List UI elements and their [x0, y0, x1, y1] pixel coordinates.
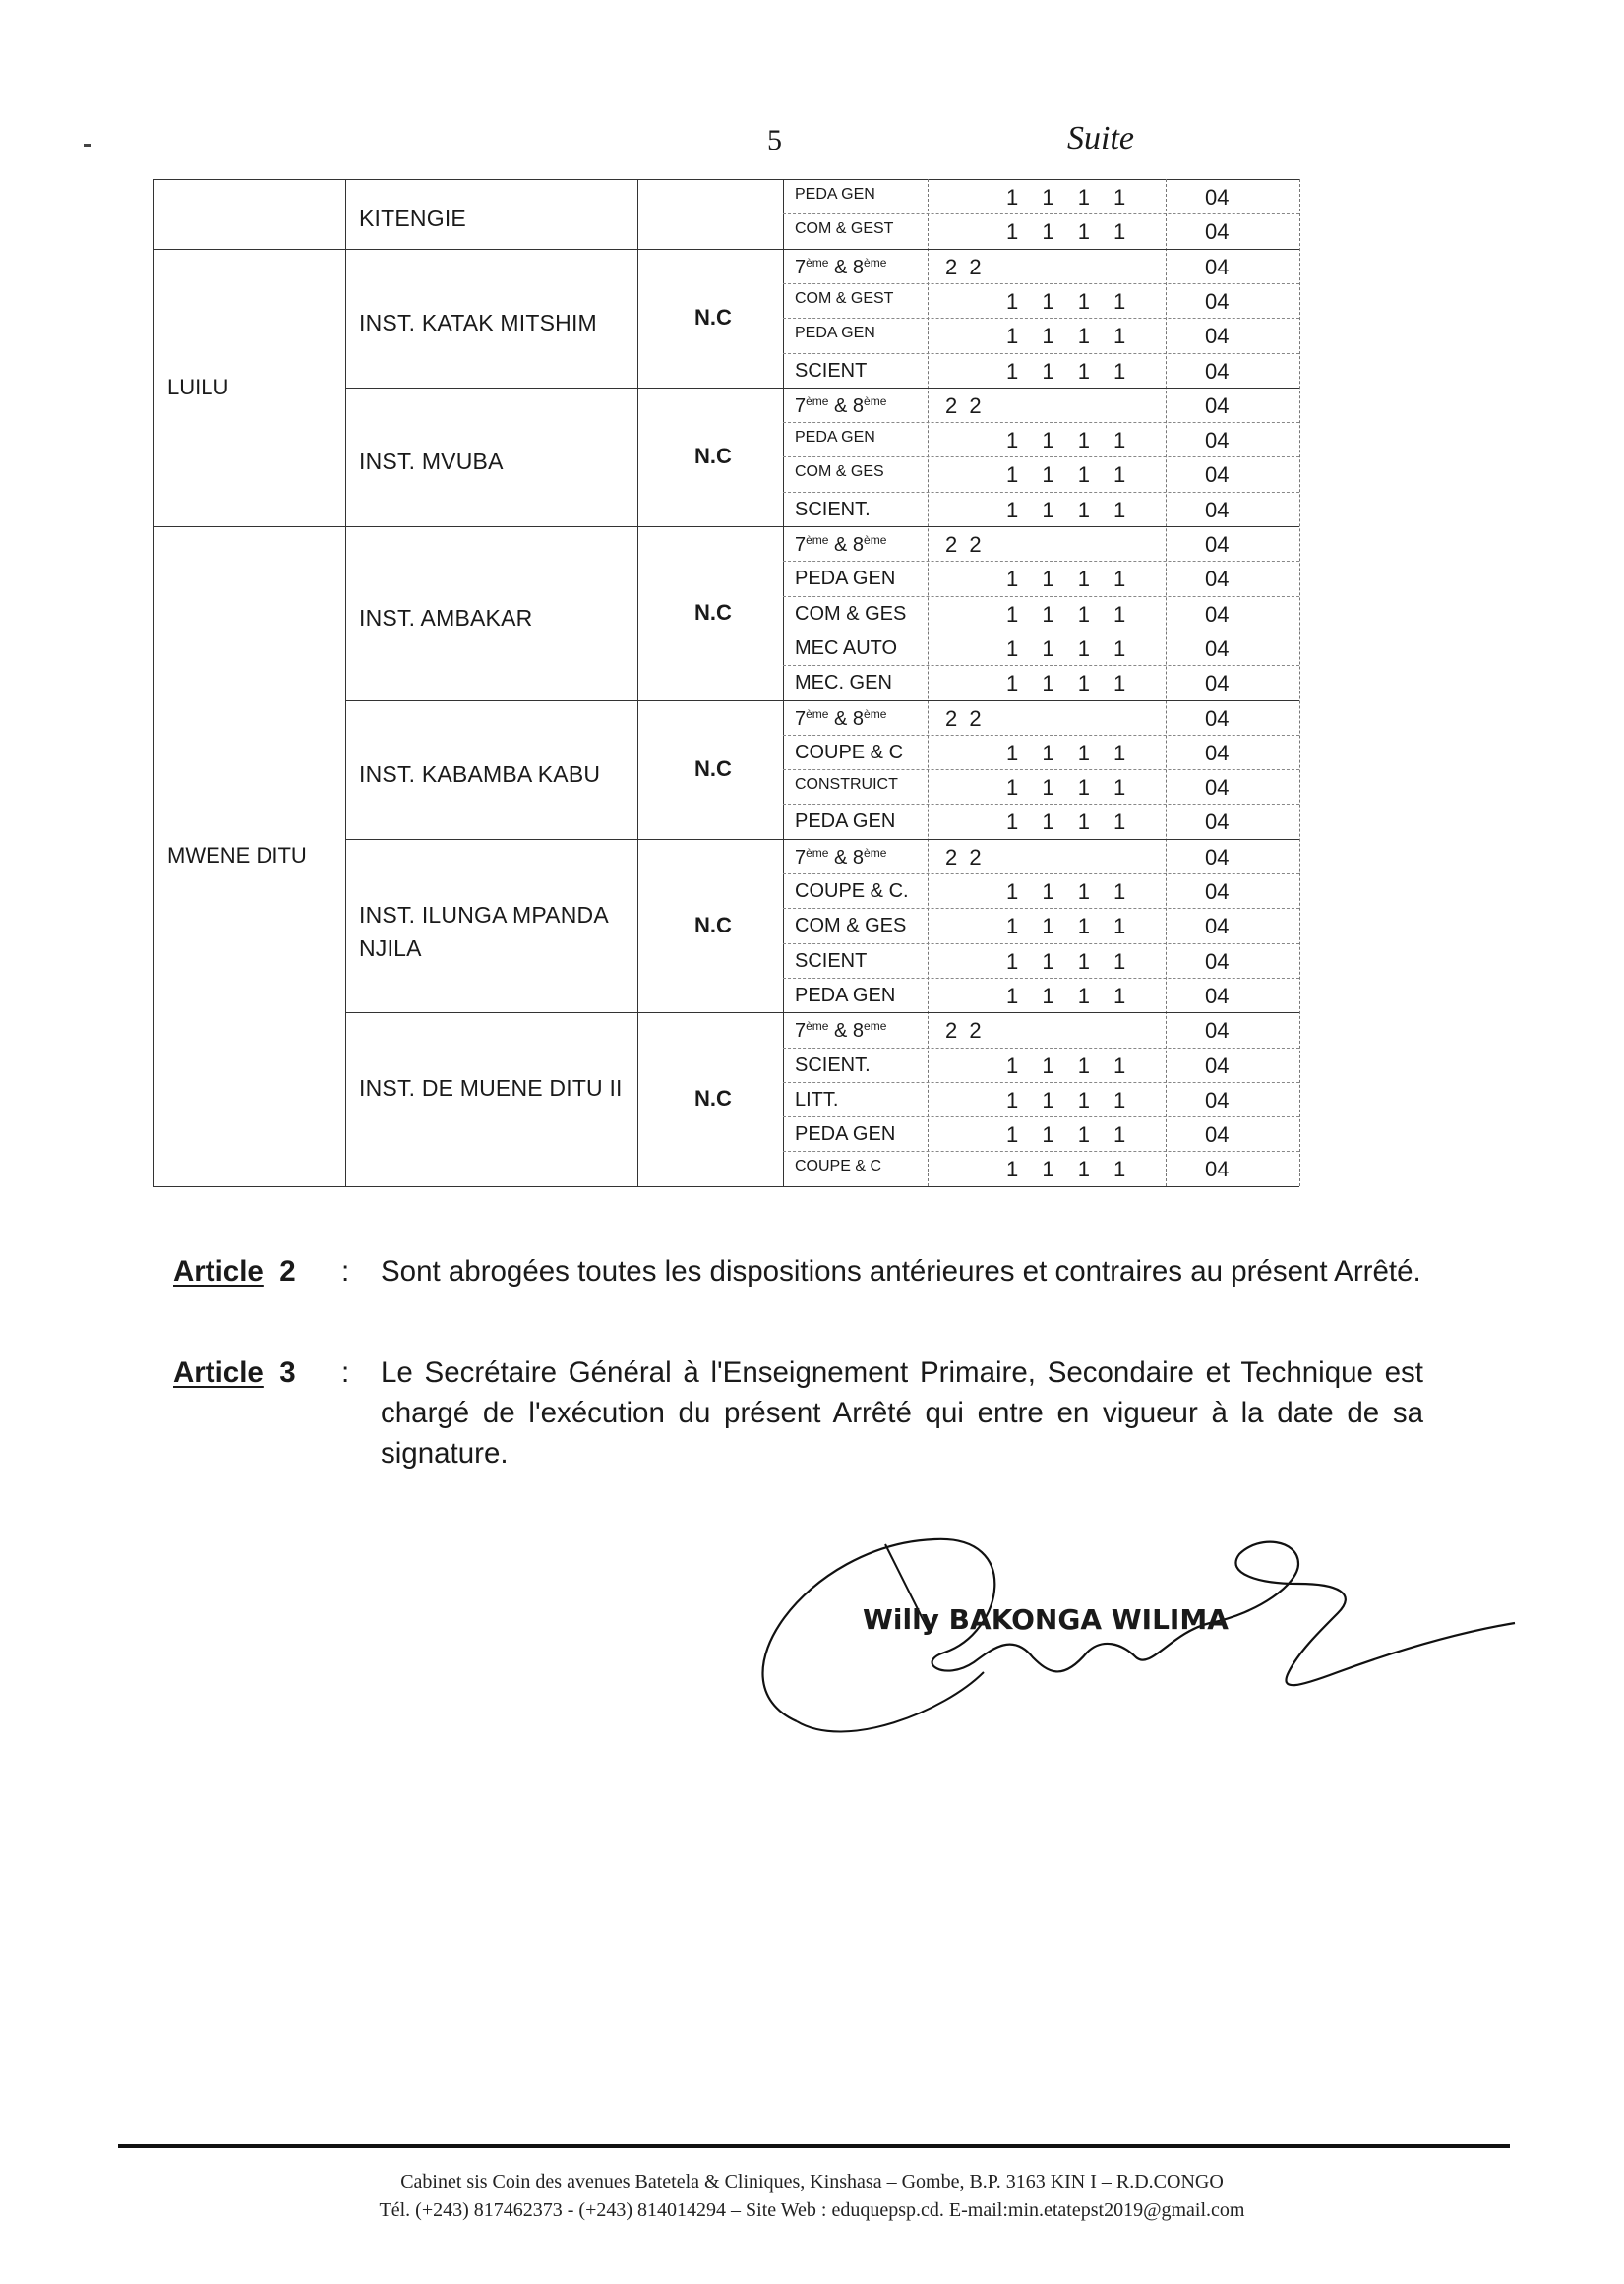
row-rule — [783, 561, 1299, 562]
total-count: 04 — [1205, 497, 1230, 522]
option-label: COM & GEST — [795, 220, 894, 238]
ordinal-number: & 8 — [828, 394, 865, 417]
option-label: SCIENT — [795, 949, 868, 972]
row-rule — [783, 873, 1299, 874]
option-label — [795, 534, 886, 555]
rule-school — [345, 179, 346, 1186]
class-counts: 1 1 1 1 — [1006, 219, 1126, 245]
rule-district — [153, 179, 154, 1186]
total-count: 04 — [1205, 775, 1230, 801]
continuation-note: Suite — [1067, 120, 1134, 156]
ordinal-number: & 8 — [828, 1020, 865, 1043]
class-counts: 1 1 1 1 — [1006, 635, 1126, 661]
class-counts: 1 1 1 1 — [1006, 324, 1126, 349]
ordinal-suffix: ème — [864, 706, 887, 721]
class-counts: 1 1 1 1 — [1006, 671, 1126, 696]
rule-classes — [928, 179, 929, 1186]
class-counts: 1 1 1 1 — [1006, 462, 1126, 488]
total-count: 04 — [1205, 914, 1230, 939]
option-label: PEDA GEN — [795, 811, 896, 833]
row-rule — [783, 596, 1299, 597]
class-counts: 1 1 1 1 — [1006, 428, 1126, 453]
school-rule — [345, 388, 1299, 389]
ordinal-number: 7 — [795, 534, 807, 556]
footer-address: Cabinet sis Coin des avenues Batetela & Cliniques, Kinshasa – Gombe, B.P. 3163 KIN I – R.D.CONGO — [400, 2171, 1224, 2193]
ordinal-suffix: ème — [864, 533, 887, 547]
total-count: 04 — [1205, 392, 1230, 418]
ordinal-number: 7 — [795, 707, 807, 730]
option-label: SCIENT. — [795, 498, 871, 520]
class-counts: 1 1 1 1 — [1006, 497, 1126, 522]
option-label: COM & GES — [795, 463, 884, 481]
ordinal-number: & 8 — [828, 707, 865, 730]
total-count: 04 — [1205, 324, 1230, 349]
total-count: 04 — [1205, 462, 1230, 488]
row-rule — [783, 735, 1299, 736]
article-2-label: Article 2 — [173, 1255, 296, 1288]
class-counts: 2 2 — [945, 532, 982, 557]
option-label — [795, 257, 886, 277]
option-label: COUPE & C — [795, 741, 904, 763]
option-label: COUPE & C. — [795, 880, 909, 902]
total-count: 04 — [1205, 671, 1230, 696]
total-count: 04 — [1205, 948, 1230, 974]
row-rule — [783, 318, 1299, 319]
option-label: LITT. — [795, 1088, 839, 1111]
total-count: 04 — [1205, 1122, 1230, 1148]
status-code: N.C — [694, 600, 732, 626]
class-counts: 1 1 1 1 — [1006, 810, 1126, 835]
school-name: INST. KATAK MITSHIM — [359, 310, 597, 336]
option-label: PEDA GEN — [795, 1123, 896, 1146]
total-count: 04 — [1205, 879, 1230, 904]
option-label: PEDA GEN — [795, 325, 875, 342]
row-rule — [783, 908, 1299, 909]
status-code: N.C — [694, 305, 732, 331]
class-counts: 1 1 1 1 — [1006, 185, 1126, 210]
rule-right — [1299, 179, 1300, 1186]
article-3-text: Le Secrétaire Général à l'Enseignement Primaire, Secondaire et Technique est chargé de l'exécution du présent Arrêté qui entre en vigueur à la date de sa signature. — [381, 1356, 1423, 1470]
row-rule — [783, 492, 1299, 493]
status-code: N.C — [694, 912, 732, 937]
option-label: MEC AUTO — [795, 636, 898, 659]
handwritten-signature — [748, 1525, 1534, 1761]
option-label: COM & GES — [795, 915, 907, 937]
total-count: 04 — [1205, 1157, 1230, 1182]
row-rule — [783, 213, 1299, 214]
option-label: COM & GES — [795, 602, 907, 625]
page-number: 5 — [767, 124, 782, 156]
total-count: 04 — [1205, 983, 1230, 1008]
option-label — [795, 395, 886, 416]
class-counts: 2 2 — [945, 392, 982, 418]
option-label: COUPE & C — [795, 1158, 882, 1175]
status-code: N.C — [694, 444, 732, 469]
ordinal-suffix: ème — [806, 393, 829, 408]
total-count: 04 — [1205, 705, 1230, 731]
school-name: INST. KABAMBA KABU — [359, 761, 601, 788]
class-counts: 2 2 — [945, 1018, 982, 1044]
total-count: 04 — [1205, 428, 1230, 453]
ordinal-number: 7 — [795, 394, 807, 417]
class-counts: 2 2 — [945, 254, 982, 279]
class-counts: 1 1 1 1 — [1006, 948, 1126, 974]
school-rule — [345, 839, 1299, 840]
ordinal-number: 7 — [795, 1020, 807, 1043]
option-label: MEC. GEN — [795, 672, 892, 694]
class-counts: 1 1 1 1 — [1006, 983, 1126, 1008]
status-code: N.C — [694, 1086, 732, 1112]
class-counts: 1 1 1 1 — [1006, 358, 1126, 384]
school-name: KITENGIE — [359, 206, 466, 232]
class-counts: 1 1 1 1 — [1006, 740, 1126, 765]
class-counts: 1 1 1 1 — [1006, 601, 1126, 627]
table-bottom-rule — [153, 1186, 1299, 1187]
ordinal-number: & 8 — [828, 846, 865, 869]
total-count: 04 — [1205, 1087, 1230, 1112]
school-rule — [345, 700, 1299, 701]
rule-total — [1166, 179, 1167, 1186]
total-count: 04 — [1205, 358, 1230, 384]
ordinal-suffix: ème — [806, 533, 829, 547]
total-count: 04 — [1205, 254, 1230, 279]
ordinal-suffix: ème — [806, 845, 829, 860]
row-rule — [783, 769, 1299, 770]
row-rule — [783, 943, 1299, 944]
total-count: 04 — [1205, 635, 1230, 661]
district-label: LUILU — [167, 374, 229, 399]
rule-status — [637, 179, 638, 1186]
row-rule — [783, 283, 1299, 284]
ordinal-suffix: ème — [864, 255, 887, 270]
total-count: 04 — [1205, 532, 1230, 557]
district-label: MWENE DITU — [167, 843, 307, 869]
footer-contact: Tél. (+243) 817462373 - (+243) 814014294 – Site Web : eduquepsp.cd. E-mail:min.etatepst2019@gmail.com — [379, 2199, 1245, 2221]
total-count: 04 — [1205, 185, 1230, 210]
school-rule — [345, 249, 1299, 250]
table-top-rule — [153, 179, 1299, 180]
total-count: 04 — [1205, 1052, 1230, 1078]
option-label — [795, 847, 886, 868]
row-rule — [783, 353, 1299, 354]
ordinal-suffix: ème — [864, 845, 887, 860]
option-label: PEDA GEN — [795, 186, 875, 203]
option-label: CONSTRUICT — [795, 776, 898, 794]
rule-option — [783, 179, 784, 1186]
class-counts: 1 1 1 1 — [1006, 567, 1126, 592]
article-3-label: Article 3 — [173, 1356, 296, 1389]
row-rule — [783, 456, 1299, 457]
row-rule — [783, 422, 1299, 423]
option-label — [795, 708, 886, 729]
ordinal-suffix: ème — [864, 393, 887, 408]
article-3-colon: : — [341, 1356, 350, 1389]
school-name: INST. DE MUENE DITU II — [359, 1075, 623, 1102]
row-rule — [783, 1116, 1299, 1117]
class-counts: 2 2 — [945, 844, 982, 870]
row-rule — [783, 804, 1299, 805]
total-count: 04 — [1205, 567, 1230, 592]
ordinal-number: & 8 — [828, 534, 865, 556]
class-counts: 1 1 1 1 — [1006, 1052, 1126, 1078]
total-count: 04 — [1205, 1018, 1230, 1044]
school-name: INST. MVUBA — [359, 449, 504, 475]
row-rule — [783, 978, 1299, 979]
option-label — [795, 1020, 886, 1041]
option-label: SCIENT — [795, 359, 868, 382]
school-rule — [345, 526, 1299, 527]
option-label: PEDA GEN — [795, 984, 896, 1006]
ordinal-suffix: ème — [806, 1019, 829, 1034]
class-counts: 1 1 1 1 — [1006, 288, 1126, 314]
total-count: 04 — [1205, 219, 1230, 245]
ordinal-suffix: eme — [864, 1019, 887, 1034]
class-counts: 1 1 1 1 — [1006, 1122, 1126, 1148]
row-rule — [783, 1082, 1299, 1083]
option-label: COM & GEST — [795, 289, 894, 307]
option-label: PEDA GEN — [795, 568, 896, 590]
ordinal-number: & 8 — [828, 256, 865, 278]
total-count: 04 — [1205, 601, 1230, 627]
article-2-colon: : — [341, 1255, 350, 1288]
total-count: 04 — [1205, 740, 1230, 765]
total-count: 04 — [1205, 844, 1230, 870]
class-counts: 2 2 — [945, 705, 982, 731]
option-label: SCIENT. — [795, 1053, 871, 1076]
article-2-text: Sont abrogées toutes les dispositions antérieures et contraires au présent Arrêté. — [381, 1255, 1421, 1288]
school-name: INST. ILUNGA MPANDA NJILA — [359, 901, 608, 961]
row-rule — [783, 1151, 1299, 1152]
row-rule — [783, 1048, 1299, 1049]
class-counts: 1 1 1 1 — [1006, 1087, 1126, 1112]
class-counts: 1 1 1 1 — [1006, 1157, 1126, 1182]
class-counts: 1 1 1 1 — [1006, 914, 1126, 939]
class-counts: 1 1 1 1 — [1006, 879, 1126, 904]
school-rule — [345, 1012, 1299, 1013]
option-label: PEDA GEN — [795, 429, 875, 447]
school-name: INST. AMBAKAR — [359, 605, 533, 631]
signatory-name: Willy BAKONGA WILIMA — [863, 1603, 1229, 1636]
status-code: N.C — [694, 756, 732, 782]
total-count: 04 — [1205, 810, 1230, 835]
ordinal-suffix: ème — [806, 255, 829, 270]
footer-rule — [118, 2144, 1510, 2148]
scan-mark — [84, 144, 91, 147]
row-rule — [783, 665, 1299, 666]
ordinal-suffix: ème — [806, 706, 829, 721]
class-counts: 1 1 1 1 — [1006, 775, 1126, 801]
total-count: 04 — [1205, 288, 1230, 314]
ordinal-number: 7 — [795, 256, 807, 278]
ordinal-number: 7 — [795, 846, 807, 869]
